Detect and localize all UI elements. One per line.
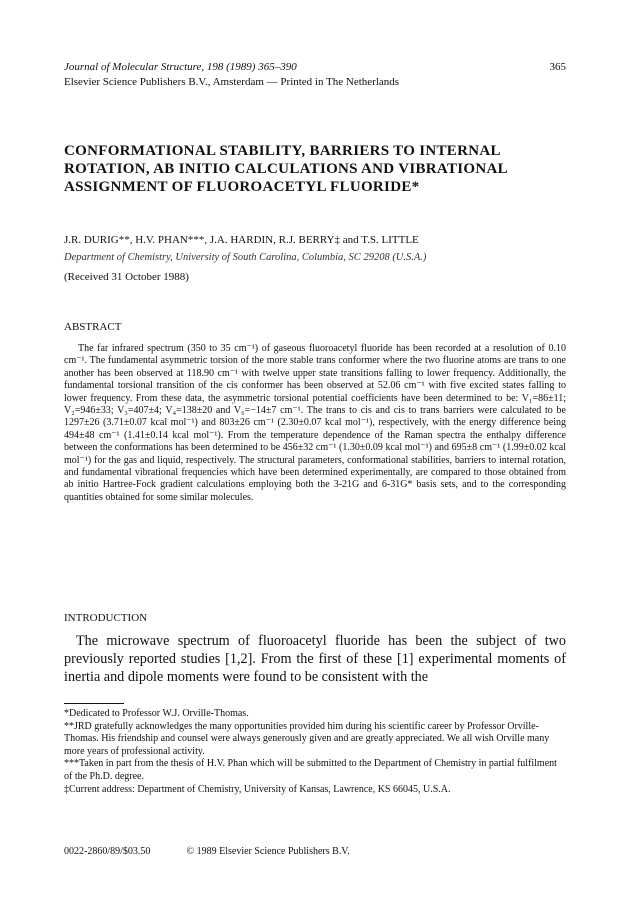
issn-code: 0022-2860/89/$03.50 xyxy=(64,846,151,857)
footnote: **JRD gratefully acknowledges the many opportunities provided him during his scientific career by Professor Orville-Thomas. His friendship and counsel were always generously given and are greatly appreciated. We all wish Orville many more years of professional activity. xyxy=(64,720,550,757)
copyright-notice: © 1989 Elsevier Science Publishers B.V. xyxy=(186,846,350,857)
footnote: ‡Current address: Department of Chemistry, University of Kansas, Lawrence, KS 66045, U.S.A. xyxy=(64,783,451,795)
title-line: ASSIGNMENT OF FLUOROACETYL FLUORIDE* xyxy=(64,179,420,195)
author-list: J.R. DURIG**, H.V. PHAN***, J.A. HARDIN, R.J. BERRY‡ and T.S. LITTLE xyxy=(64,234,419,246)
page-header xyxy=(64,60,566,90)
abstract-heading: ABSTRACT xyxy=(64,321,122,333)
title-line: ROTATION, AB INITIO CALCULATIONS AND VIBRATIONAL xyxy=(64,161,508,177)
page-number: 365 xyxy=(549,61,566,73)
page-footer xyxy=(64,845,566,858)
title-line: CONFORMATIONAL STABILITY, BARRIERS TO INTERNAL xyxy=(64,143,501,159)
publisher-line: Elsevier Science Publishers B.V., Amsterdam — Printed in The Netherlands xyxy=(64,76,400,88)
footnote: ***Taken in part from the thesis of H.V. Phan which will be submitted to the Department of Chemistry in partial fulfilment of the Ph.D. degree. xyxy=(64,758,557,782)
footnote: *Dedicated to Professor W.J. Orville-Thomas. xyxy=(64,708,249,719)
abstract-text: The far infrared spectrum (350 to 35 cm⁻¹) of gaseous fluoroacetyl fluoride has been recorded at a resolution of 0.10 cm⁻¹. The fundamental asymmetric torsion of the more stable trans conformer where the two fluorine atoms are trans to one another has been observed at 118.90 cm⁻¹ with twelve upper state transitions falling to lower frequency. Additionally, the fundamental torsional transition of the cis conformer has been observed at 52.06 cm⁻¹ with five excited states falling to lower frequency. From these data, the asymmetric torsional potential coefficients have been determined to be: V₁=86±11; V₂=946±33; V₃=407±4; V₄=138±20 and V₆=−14±7 cm⁻¹. The trans to cis and cis to trans barriers were calculated to be 1297±26 (3.71±0.07 kcal mol⁻¹) and 803±26 cm⁻¹ (2.30±0.07 kcal mol⁻¹), respectively, with the energy difference being 494±48 cm⁻¹ (1.41±0.14 kcal mol⁻¹). From the temperature dependence of the Raman spectra the enthalpy difference between the conformations has been determined to be 456±32 cm⁻¹ (1.30±0.09 kcal mol⁻¹) and 695±8 cm⁻¹ (1.99±0.02 kcal mol⁻¹) for the gas and liquid, respectively. The structural parameters, conformational stabilities, barriers to internal rotation, and fundamental vibrational frequencies which have been determined experimentally, are compared to those obtained from ab initio Hartree-Fock gradient calculations employing both the 3-21G and 6-31G* basis sets, and to the corresponding quantities obtained for some similar molecules. xyxy=(64,343,566,503)
introduction-heading: INTRODUCTION xyxy=(64,612,148,624)
footnote-divider xyxy=(64,703,124,704)
footnotes xyxy=(64,708,566,796)
received-date: (Received 31 October 1988) xyxy=(64,271,189,283)
affiliation: Department of Chemistry, University of South Carolina, Columbia, SC 29208 (U.S.A.) xyxy=(64,252,427,263)
article-title xyxy=(64,142,566,196)
introduction-text: The microwave spectrum of fluoroacetyl fluoride has been the subject of two previously reported studies [1,2]. From the first of these [1] experimental moments of inertia and dipole moments were found to be consistent with the xyxy=(64,633,566,685)
journal-citation: Journal of Molecular Structure, 198 (1989) 365–390 xyxy=(64,61,297,73)
